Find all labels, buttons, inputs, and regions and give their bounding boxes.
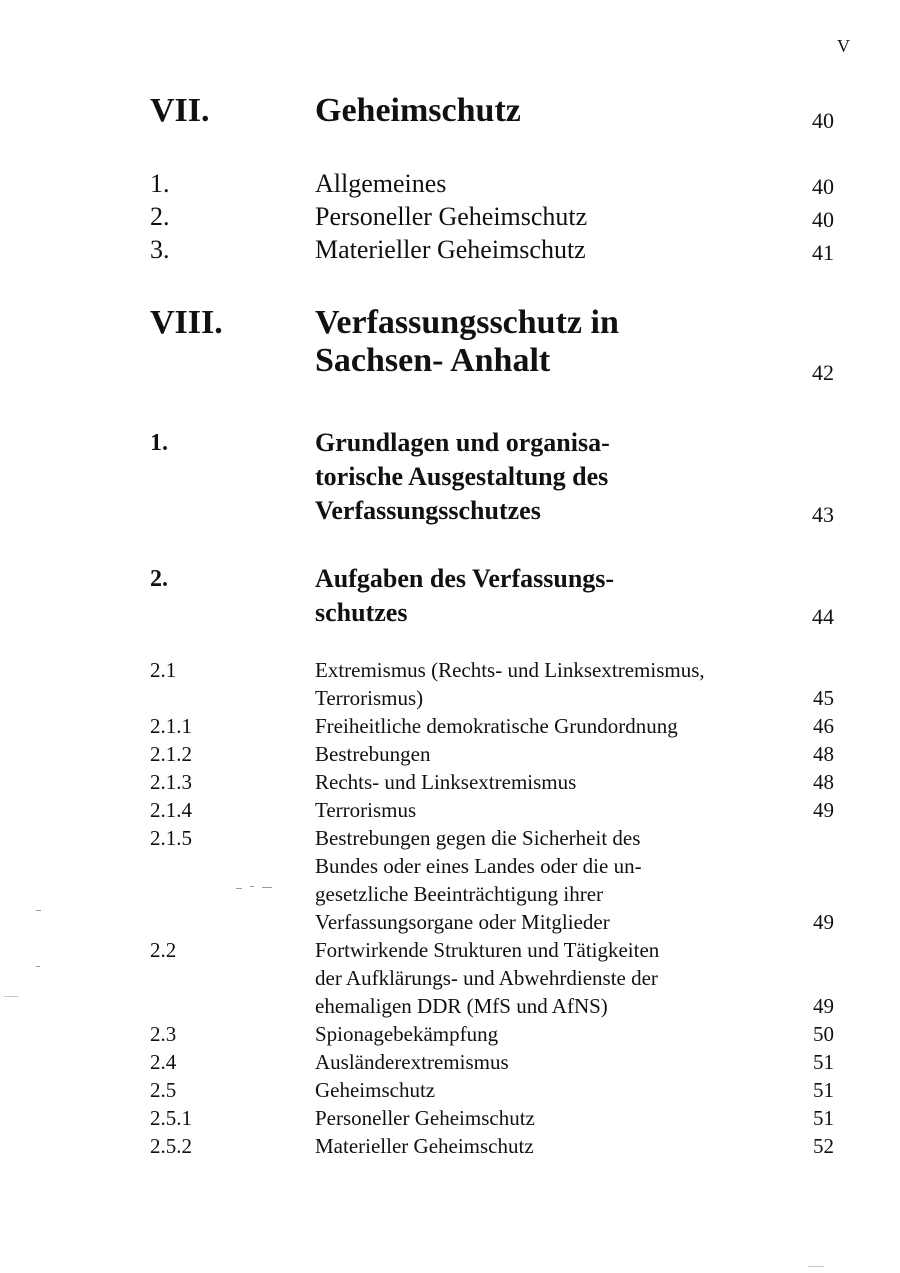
toc-title-line: Geheimschutz	[315, 92, 521, 129]
toc-page: 49	[813, 910, 834, 934]
toc-number: 2.5.2	[150, 1134, 192, 1158]
toc-page: 40	[812, 174, 834, 199]
toc-title-line: Spionagebekämpfung	[315, 1022, 499, 1046]
toc-title-line: gesetzliche Beeinträchtigung ihrer	[315, 882, 604, 906]
toc-page: 51	[813, 1050, 834, 1074]
toc-title	[315, 656, 705, 712]
toc-title	[315, 1076, 435, 1104]
toc-page: 51	[813, 1078, 834, 1102]
toc-title	[315, 796, 416, 824]
scan-speck	[236, 888, 242, 889]
toc-number: 2.	[150, 566, 168, 592]
scan-speck	[250, 886, 254, 887]
toc-title-line: Ausländerextremismus	[315, 1050, 509, 1074]
toc-title	[315, 1048, 509, 1076]
scan-speck	[808, 1266, 824, 1267]
toc-title-line: Rechts- und Linksextremismus	[315, 770, 577, 794]
toc-title-line: der Aufklärungs- und Abwehrdienste der	[315, 966, 658, 990]
toc-title-line: Bestrebungen gegen die Sicherheit des	[315, 826, 641, 850]
toc-title-line: Fortwirkende Strukturen und Tätigkeiten	[315, 938, 660, 962]
toc-title-line: Personeller Geheimschutz	[315, 202, 588, 231]
toc-title	[315, 936, 659, 1020]
toc-number: 2.1.1	[150, 714, 192, 738]
toc-page: 46	[813, 714, 834, 738]
toc-title-line: Freiheitliche demokratische Grundordnung	[315, 714, 678, 738]
toc-title	[315, 167, 446, 200]
toc-title-line: Materieller Geheimschutz	[315, 1134, 534, 1158]
toc-title-line: ehemaligen DDR (MfS und AfNS)	[315, 994, 608, 1018]
toc-title-line: Aufgaben des Verfassungs-	[315, 564, 615, 593]
toc-page: 49	[813, 994, 834, 1018]
scan-speck	[36, 966, 40, 967]
toc-page: 48	[813, 770, 834, 794]
toc-number: VII.	[150, 92, 210, 129]
toc-title-line: Geheimschutz	[315, 1078, 436, 1102]
toc-title-line: Bestrebungen	[315, 742, 431, 766]
toc-page: 45	[813, 686, 834, 710]
toc-title-line: Verfassungsorgane oder Mitglieder	[315, 910, 610, 934]
toc-title-line: Verfassungsschutzes	[315, 496, 541, 525]
toc-title-line: Allgemeines	[315, 169, 447, 198]
toc-page: 51	[813, 1106, 834, 1130]
toc-number: 2.1.4	[150, 798, 192, 822]
toc-title-line: schutzes	[315, 598, 408, 627]
toc-title	[315, 824, 642, 936]
toc-title	[315, 426, 610, 528]
toc-title	[315, 200, 587, 233]
toc-title-line: torische Ausgestaltung des	[315, 462, 609, 491]
toc-title	[315, 92, 521, 130]
toc-page: 44	[812, 604, 834, 629]
toc-page: 42	[812, 360, 834, 385]
toc-page: 49	[813, 798, 834, 822]
toc-title	[315, 562, 614, 630]
page-number: V	[837, 36, 850, 56]
toc-page: 52	[813, 1134, 834, 1158]
toc-number: 1.	[150, 169, 170, 198]
toc-title	[315, 768, 576, 796]
toc-title	[315, 740, 430, 768]
toc-number: 2.1.3	[150, 770, 192, 794]
toc-page: 48	[813, 742, 834, 766]
toc-number: 2.	[150, 202, 170, 231]
toc-page: 40	[812, 207, 834, 232]
toc-title-line: Extremismus (Rechts- und Linksextremismus,	[315, 658, 705, 682]
toc-title-line: Grundlagen und organisa-	[315, 428, 610, 457]
toc-title-line: Bundes oder eines Landes oder die un-	[315, 854, 642, 878]
toc-page: 50	[813, 1022, 834, 1046]
toc-number: 2.1.2	[150, 742, 192, 766]
toc-title-line: Sachsen- Anhalt	[315, 342, 551, 379]
toc-page: 41	[812, 240, 834, 265]
toc-title-line: Terrorismus	[315, 798, 417, 822]
scan-speck	[4, 996, 18, 997]
toc-title	[315, 1132, 534, 1160]
scan-speck	[262, 887, 272, 888]
scan-speck	[36, 910, 41, 911]
toc-number: VIII.	[150, 304, 223, 341]
toc-number: 2.2	[150, 938, 177, 962]
toc-page: 43	[812, 502, 834, 527]
toc-title	[315, 712, 678, 740]
toc-title-line: Materieller Geheimschutz	[315, 235, 586, 264]
toc-number: 2.4	[150, 1050, 177, 1074]
toc-title	[315, 1104, 535, 1132]
toc-title-line: Personeller Geheimschutz	[315, 1106, 535, 1130]
toc-title-line: Verfassungsschutz in	[315, 304, 619, 341]
toc-title-line: Terrorismus)	[315, 686, 424, 710]
toc-title	[315, 304, 619, 380]
toc-title	[315, 1020, 498, 1048]
toc-number: 2.5	[150, 1078, 177, 1102]
toc-number: 2.1	[150, 658, 177, 682]
toc-page: 40	[812, 108, 834, 133]
toc-number: 2.1.5	[150, 826, 192, 850]
toc-number: 2.5.1	[150, 1106, 192, 1130]
toc-number: 2.3	[150, 1022, 177, 1046]
toc-number: 1.	[150, 430, 168, 456]
toc-title	[315, 233, 586, 266]
toc-number: 3.	[150, 235, 170, 264]
